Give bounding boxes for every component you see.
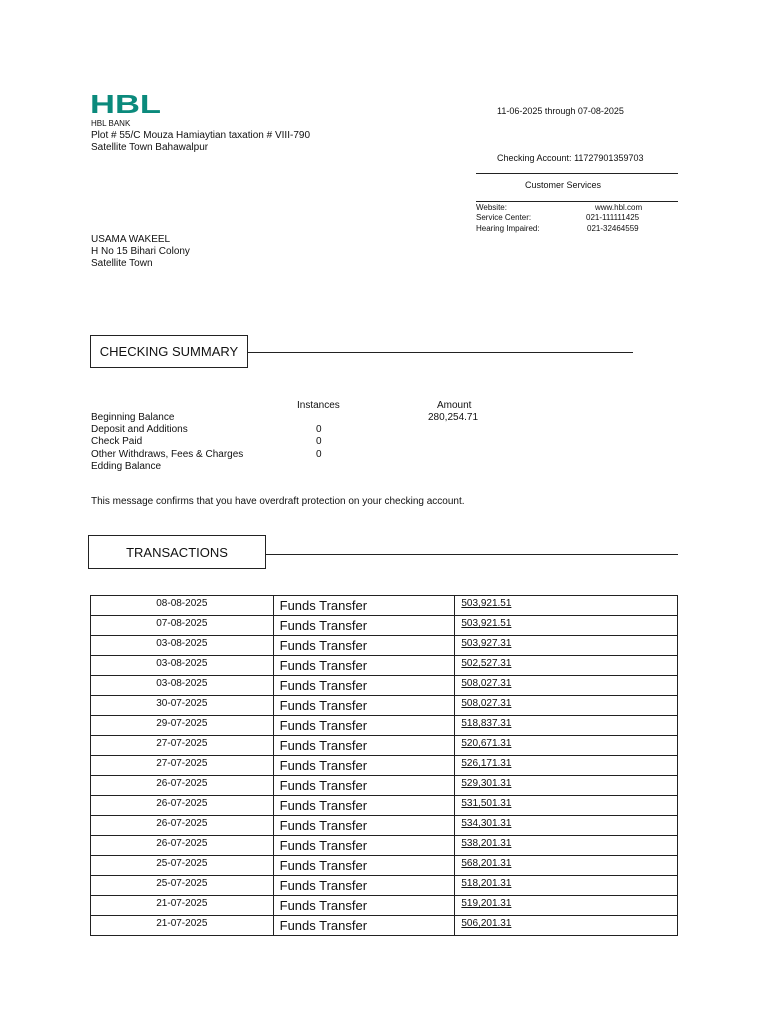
table-row [91,876,678,896]
transaction-date: 29-07-2025 [91,716,274,736]
hbl-logo [90,92,162,116]
transaction-amount: 503,921.51 [461,618,512,629]
table-row [91,736,678,756]
transaction-amount: 502,527.31 [461,658,512,669]
transaction-date: 27-07-2025 [91,756,274,776]
customer-address-line1: H No 15 Bihari Colony [91,246,190,257]
cs-hearing-impaired-value: 021-32464559 [587,224,639,233]
transaction-amount-cell [455,596,678,616]
transaction-description: Funds Transfer [273,916,455,936]
transaction-amount-cell [455,636,678,656]
divider [476,201,678,202]
transaction-amount-cell [455,716,678,736]
transaction-description: Funds Transfer [273,836,455,856]
transaction-amount-cell [455,896,678,916]
transaction-description: Funds Transfer [273,596,455,616]
transaction-date: 25-07-2025 [91,876,274,896]
transaction-date: 03-08-2025 [91,676,274,696]
summary-row-label: Check Paid [91,436,143,447]
table-row [91,656,678,676]
transaction-description: Funds Transfer [273,656,455,676]
transaction-amount: 506,201.31 [461,918,512,929]
cs-website-label: Website: [476,203,507,212]
statement-period: 11-06-2025 through 07-08-2025 [497,106,624,116]
checking-summary-title: CHECKING SUMMARY [90,335,248,368]
summary-row-instances: 0 [316,424,322,435]
transaction-date: 26-07-2025 [91,776,274,796]
table-row [91,796,678,816]
transaction-amount-cell [455,676,678,696]
bank-name: HBL BANK [91,119,131,128]
transaction-amount-cell [455,916,678,936]
transactions-table [90,595,678,936]
transaction-amount-cell [455,836,678,856]
customer-services-title: Customer Services [525,180,602,190]
transaction-date: 26-07-2025 [91,796,274,816]
table-row [91,616,678,636]
summary-row-label: Deposit and Additions [91,424,188,435]
bank-address-line1: Plot # 55/C Mouza Hamiaytian taxation # VIII-790 [91,130,311,141]
transaction-date: 03-08-2025 [91,656,274,676]
overdraft-message: This message confirms that you have overdraft protection on your checking account. [91,496,465,507]
transaction-description: Funds Transfer [273,636,455,656]
table-row [91,756,678,776]
summary-row-instances: 0 [316,436,322,447]
transaction-date: 25-07-2025 [91,856,274,876]
transaction-date: 03-08-2025 [91,636,274,656]
svg-text:HBL: HBL [90,92,162,116]
transaction-amount: 529,301.31 [461,778,512,789]
summary-row-instances: 0 [316,449,322,460]
summary-col-instances: Instances [297,400,340,411]
bank-address-line2: Satellite Town Bahawalpur [91,142,209,153]
transaction-amount: 508,027.31 [461,678,512,689]
transaction-date: 21-07-2025 [91,896,274,916]
transactions-table-body [91,596,678,936]
transaction-amount: 519,201.31 [461,898,512,909]
table-row [91,836,678,856]
transaction-amount-cell [455,776,678,796]
transaction-description: Funds Transfer [273,676,455,696]
table-row [91,816,678,836]
transaction-amount-cell [455,796,678,816]
transaction-amount: 518,837.31 [461,718,512,729]
transaction-amount-cell [455,736,678,756]
transaction-date: 08-08-2025 [91,596,274,616]
cs-service-center-value: 021-111111425 [586,213,640,222]
transaction-amount-cell [455,656,678,676]
transaction-date: 30-07-2025 [91,696,274,716]
table-row [91,916,678,936]
cs-website-value: www.hbl.com [595,203,643,212]
transaction-amount-cell [455,816,678,836]
divider [266,554,678,555]
table-row [91,896,678,916]
transaction-description: Funds Transfer [273,776,455,796]
summary-row-label: Edding Balance [91,461,162,472]
divider [248,352,633,353]
checking-account-number: 11727901359703 [574,153,644,163]
cs-hearing-impaired-label: Hearing Impaired: [476,224,540,233]
transaction-description: Funds Transfer [273,816,455,836]
transaction-amount: 508,027.31 [461,698,512,709]
transaction-amount-cell [455,856,678,876]
divider [476,173,678,174]
summary-col-amount: Amount [437,400,472,411]
checking-account-label: Checking Account: [497,153,572,163]
transaction-description: Funds Transfer [273,876,455,896]
transaction-amount: 538,201.31 [461,838,512,849]
transaction-amount: 526,171.31 [461,758,512,769]
summary-row-amount: 280,254.71 [428,412,479,423]
transaction-date: 27-07-2025 [91,736,274,756]
transaction-description: Funds Transfer [273,896,455,916]
transaction-amount: 568,201.31 [461,858,512,869]
table-row [91,856,678,876]
cs-service-center-label: Service Center: [476,213,532,222]
transaction-date: 21-07-2025 [91,916,274,936]
transaction-description: Funds Transfer [273,696,455,716]
transaction-description: Funds Transfer [273,716,455,736]
transaction-amount: 503,921.51 [461,598,512,609]
transaction-amount-cell [455,696,678,716]
summary-row-label: Other Withdraws, Fees & Charges [91,449,244,460]
transaction-date: 26-07-2025 [91,816,274,836]
transaction-description: Funds Transfer [273,796,455,816]
customer-name: USAMA WAKEEL [91,234,171,245]
transaction-amount: 534,301.31 [461,818,512,829]
transaction-amount: 531,501.31 [461,798,512,809]
transaction-date: 26-07-2025 [91,836,274,856]
table-row [91,636,678,656]
table-row [91,696,678,716]
transaction-amount: 518,201.31 [461,878,512,889]
customer-address-line2: Satellite Town [91,258,153,269]
transaction-amount: 520,671.31 [461,738,512,749]
table-row [91,776,678,796]
checking-account [497,153,643,163]
transaction-description: Funds Transfer [273,756,455,776]
table-row [91,716,678,736]
transaction-amount-cell [455,876,678,896]
table-row [91,596,678,616]
transaction-date: 07-08-2025 [91,616,274,636]
summary-row-label: Beginning Balance [91,412,175,423]
transaction-description: Funds Transfer [273,616,455,636]
transaction-amount: 503,927.31 [461,638,512,649]
transaction-description: Funds Transfer [273,736,455,756]
transactions-title: TRANSACTIONS [88,535,266,569]
transaction-amount-cell [455,756,678,776]
transaction-amount-cell [455,616,678,636]
transaction-description: Funds Transfer [273,856,455,876]
table-row [91,676,678,696]
